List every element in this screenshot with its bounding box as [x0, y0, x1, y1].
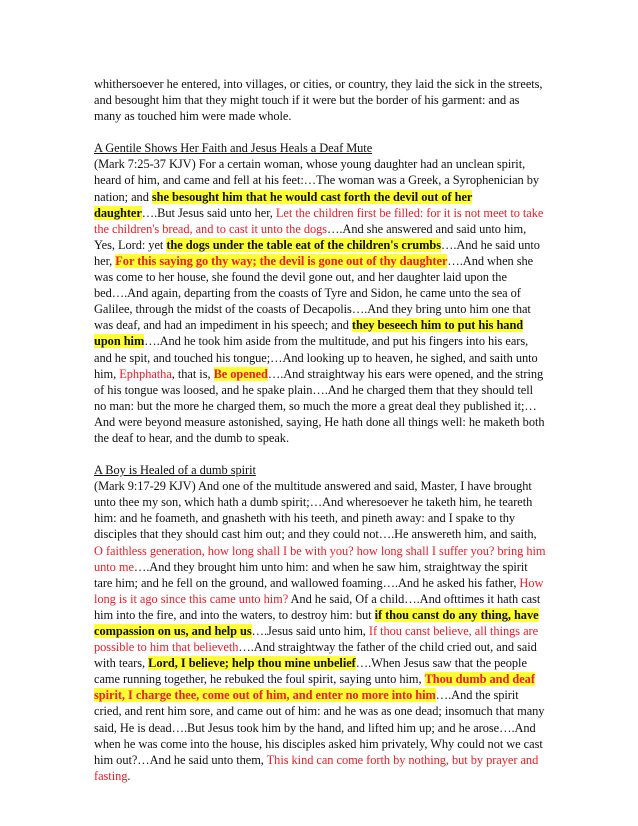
body-text: ….And she answered and said unto him, Yes, Lord: yet: [94, 221, 527, 252]
red-letter-text: Ephphatha: [119, 366, 172, 381]
body-text: (Mark 9:17-29 KJV) And one of the multitude answered and said, Master, I have brought unto thee my son, which hath a dumb spirit;…And wheresoever he taketh him, he teareth him: and he foameth, and gnasheth with his teeth, and pineth away: and I spake to thy disciples that they should cast him out; and they could not….He answereth him, and saith,: [94, 479, 537, 542]
intro-paragraph: [94, 76, 546, 124]
body-text: And he said, Of a child….And ofttimes it hath cast him into the fire, and into the waters, to destroy him: but: [94, 591, 541, 622]
body-text: ….And the spirit cried, and rent him sore, and came out of him: and he was as one dead; insomuch that many said, He is dead….But Jesus took him by the hand, and lifted him up; and he arose….And when he was come into the house, his disciples asked him privately, Why could not we cast him out?…And he said unto them,: [94, 688, 545, 767]
red-letter-text: Let the children first be filled: for it is not meet to take the children's bread, and to cast it unto the dogs: [94, 205, 544, 236]
paragraph-gap: [94, 124, 546, 140]
body-text: ….And straightway his ears were opened, and the string of his tongue was loosed, and he spake plain….And he charged them that they should tell no man: but the more he charged them, so much the more a great deal they published it;…And were beyond measure astonished, saying, He hath done all things well: he maketh both the deaf to hear, and the dumb to speak.: [94, 366, 545, 445]
red-letter-text: O faithless generation, how long shall I be with you? how long shall I suffer you? bring him unto me: [94, 543, 546, 574]
highlighted-red-text: For this saying go thy way; the devil is gone out of thy daughter: [115, 253, 448, 268]
section-heading-dumb-spirit: A Boy is Healed of a dumb spirit: [94, 463, 256, 478]
body-text: whithersoever he entered, into villages, or cities, or country, they laid the sick in the streets, and besought him that they might touch if it were but the border of his garment: and as many as touched him were made whole.: [94, 77, 543, 124]
highlighted-text: the dogs under the table eat of the children's crumbs: [166, 237, 441, 252]
body-text: ….Jesus said unto him,: [251, 624, 369, 638]
red-letter-text: This kind can come forth by nothing, but by prayer and fasting: [94, 752, 539, 783]
red-letter-text: How long is it ago since this came unto him?: [94, 575, 544, 606]
highlighted-text: they beseech him to put his hand upon him: [94, 318, 524, 349]
red-letter-text: If thou canst believe, all things are possible to him that believeth: [94, 624, 539, 655]
body-text: ….And when she was come to her house, she found the devil gone out, and her daughter laid upon the bed….And again, departing from the coasts of Tyre and Sidon, he came unto the sea of Galilee, through the midst of the coasts of Decapolis….And they bring unto him one that was deaf, and had an impediment in his speech; and: [94, 253, 534, 333]
body-text: ….But Jesus said unto her,: [141, 205, 276, 220]
body-text: ….And straightway the father of the child cried out, and said with tears,: [94, 640, 537, 671]
highlighted-text: if thou canst do any thing, have compassion on us, and help us: [94, 607, 539, 638]
body-text: (Mark 7:25-37 KJV) For a certain woman, whose young daughter had an unclean spirit, heard of him, and came and fell at his feet:…The woman was a Greek, a Syrophenician by nation; and: [94, 157, 540, 204]
body-text: ….And he took him aside from the multitude, and put his fingers into his ears, and he spit, and touched his tongue;…And looking up to heaven, he sighed, and saith unto him,: [94, 334, 538, 381]
highlighted-text: she besought him that he would cast forth the devil out of her daughter: [94, 189, 473, 220]
section-body-dumb-spirit: [94, 478, 546, 784]
highlighted-red-text: Be opened: [213, 366, 268, 381]
section-body-gentile-faith: [94, 156, 546, 446]
paragraph-gap: [94, 446, 546, 462]
highlighted-red-text: Thou dumb and deaf spirit, I charge thee, come out of him, and enter no more into him: [94, 672, 535, 703]
body-text: .: [127, 768, 131, 783]
body-text: ….When Jesus saw that the people came running together, he rebuked the foul spirit, saying unto him,: [94, 656, 527, 687]
document-page: [94, 76, 546, 784]
body-text: ….And he said unto her,: [94, 237, 540, 268]
highlighted-text: Lord, I believe; help thou mine unbelief: [148, 656, 356, 671]
section-heading-gentile-faith: A Gentile Shows Her Faith and Jesus Heals a Deaf Mute: [94, 141, 373, 156]
body-text: , that is,: [171, 366, 214, 381]
body-text: ….And they brought him unto him: and when he saw him, straightway the spirit tare him; and he fell on the ground, and wallowed foaming….And he asked his father,: [94, 559, 528, 590]
